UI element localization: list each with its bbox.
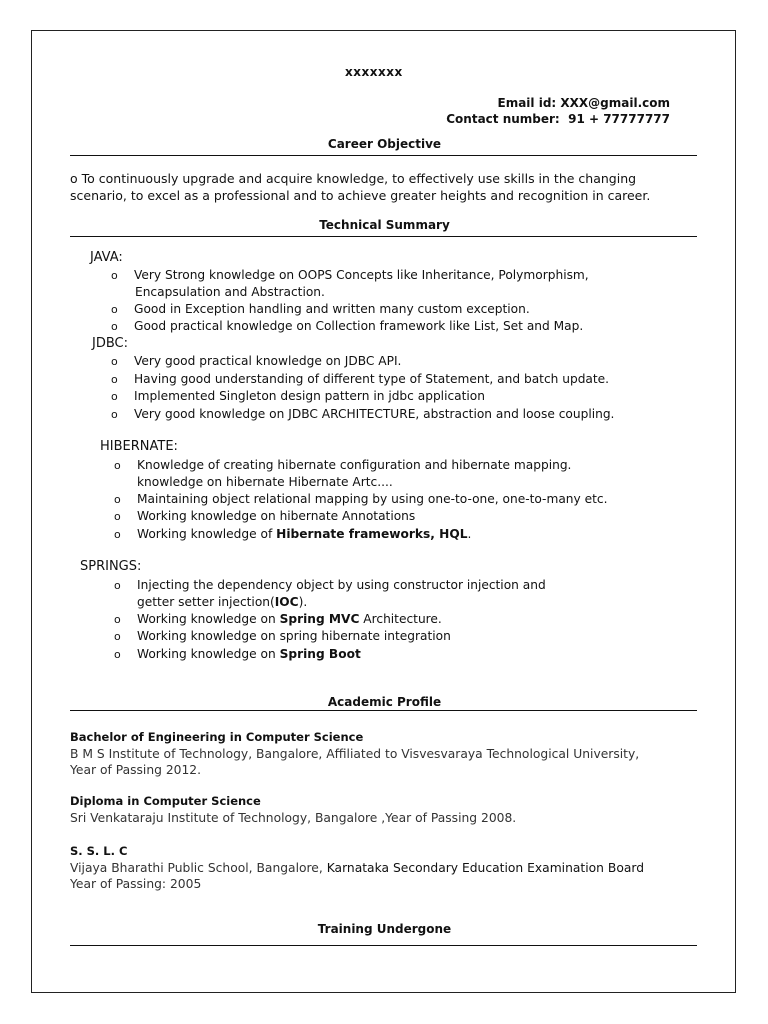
emphasis-text: Spring Boot (279, 647, 361, 661)
list-item-continuation: Encapsulation and Abstraction. (135, 285, 325, 299)
list-item: o Maintaining object relational mapping by using one-to-one, one-to-many etc. (114, 491, 714, 509)
bullet-icon: o (114, 510, 121, 523)
technical-summary-heading: Technical Summary (319, 218, 450, 232)
candidate-name: xxxxxxx (345, 65, 403, 79)
list-item: o Having good understanding of different type of Statement, and batch update. (111, 371, 711, 389)
list-item-continuation: getter setter injection(IOC). (137, 595, 308, 609)
career-objective-line: o To continuously upgrade and acquire knowledge, to effectively use skills in the changing (70, 171, 637, 186)
list-item: o Good practical knowledge on Collection framework like List, Set and Map. (111, 318, 711, 336)
emphasis-text: IOC (274, 595, 299, 609)
bullet-icon: o (114, 459, 121, 472)
java-section-title: JAVA: (90, 250, 123, 265)
list-item: o Implemented Singleton design pattern in jdbc application (111, 388, 711, 406)
emphasis-text: Spring MVC (279, 612, 360, 626)
training-divider (70, 945, 697, 946)
bullet-icon: o (114, 613, 121, 626)
list-item: o Working knowledge on Spring Boot (114, 646, 714, 664)
career-objective-divider (70, 155, 697, 156)
bullet-icon: o (114, 648, 121, 661)
academic-profile-heading: Academic Profile (327, 695, 442, 709)
email-label: Email id: (497, 96, 557, 110)
career-objective-line: scenario, to excel as a professional and to achieve greater heights and recognition in career. (70, 187, 651, 203)
list-item: o Very Strong knowledge on OOPS Concepts like Inheritance, Polymorphism, (111, 267, 711, 285)
jdbc-section-title: JDBC: (92, 336, 128, 351)
emphasis-text: Hibernate frameworks, HQL (276, 527, 468, 541)
list-item: o Working knowledge on hibernate Annotations (114, 508, 714, 526)
list-item: o Working knowledge on Spring MVC Architecture. (114, 611, 714, 629)
bullet-icon: o (111, 269, 118, 282)
list-item: o Knowledge of creating hibernate configuration and hibernate mapping. (114, 457, 714, 475)
email-line (446, 95, 670, 111)
phone-value: 91 + 77777777 (568, 112, 670, 126)
career-objective-heading: Career Objective (327, 137, 442, 151)
bullet-icon: o (114, 493, 121, 506)
bullet-icon: o (114, 579, 121, 592)
institution-text: Sri Venkataraju Institute of Technology, Bangalore ,Year of Passing 2008. (70, 811, 517, 825)
bullet-icon: o (111, 390, 118, 403)
institution-text: B M S Institute of Technology, Bangalore, Affiliated to Visvesvaraya Technological University, Year of Passing 2012. (70, 747, 640, 777)
bullet-icon: o (111, 320, 118, 333)
degree-title: Diploma in Computer Science (70, 794, 261, 808)
training-heading: Training Undergone (317, 922, 452, 936)
bullet-icon: o (114, 528, 121, 541)
list-item: o Injecting the dependency object by using constructor injection and (114, 577, 714, 595)
technical-summary-divider (70, 236, 697, 237)
degree-title: Bachelor of Engineering in Computer Science (70, 730, 364, 744)
email-value: XXX@gmail.com (560, 96, 670, 110)
bullet-icon: o (111, 373, 118, 386)
resume-page (31, 30, 736, 993)
academic-profile-divider (70, 710, 697, 711)
bullet-icon: o (111, 408, 118, 421)
contact-block (446, 95, 670, 127)
list-item: o Very good practical knowledge on JDBC API. (111, 353, 711, 371)
institution-text: Vijaya Bharathi Public School, Bangalore, Karnataka Secondary Education Examination Board Year of Passing: 2005 (70, 861, 645, 891)
list-item: o Working knowledge of Hibernate frameworks, HQL. (114, 526, 714, 544)
career-objective-text (70, 171, 650, 204)
phone-label: Contact number: (446, 112, 560, 126)
phone-line (446, 111, 670, 127)
list-item: o Good in Exception handling and written many custom exception. (111, 301, 711, 319)
degree-title: S. S. L. C (70, 844, 128, 858)
springs-section-title: SPRINGS: (80, 559, 142, 574)
hibernate-section-title: HIBERNATE: (100, 439, 178, 454)
list-item-continuation: knowledge on hibernate Hibernate Artc.... (137, 475, 393, 489)
list-item: o Very good knowledge on JDBC ARCHITECTURE, abstraction and loose coupling. (111, 406, 711, 424)
list-item: o Working knowledge on spring hibernate integration (114, 628, 714, 646)
bullet-icon: o (111, 355, 118, 368)
bullet-icon: o (111, 303, 118, 316)
bullet-icon: o (114, 630, 121, 643)
